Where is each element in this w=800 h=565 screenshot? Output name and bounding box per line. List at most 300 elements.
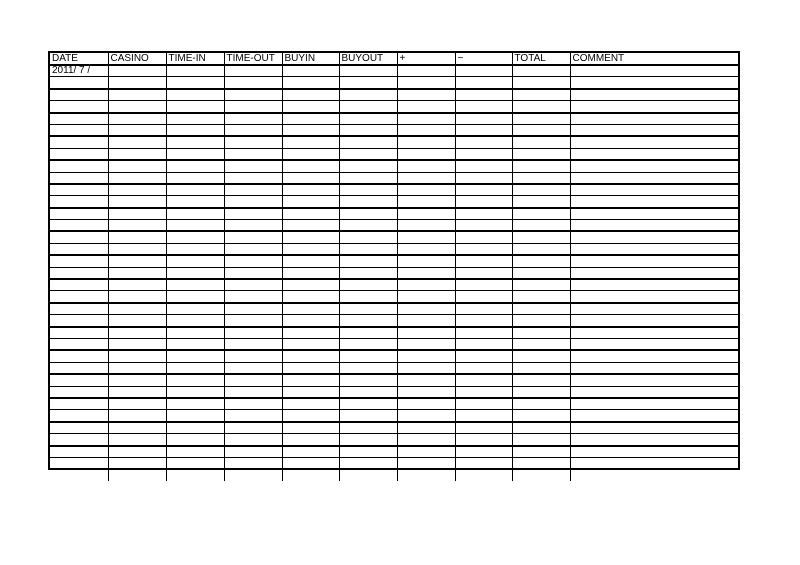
cell-buyout[interactable]: [339, 243, 397, 255]
cell-total[interactable]: [512, 338, 570, 350]
cell-time-in[interactable]: [166, 172, 224, 184]
cell-total[interactable]: [512, 231, 570, 243]
cell-minus[interactable]: [455, 65, 512, 77]
cell-plus[interactable]: [397, 243, 455, 255]
cell-buyin[interactable]: [282, 220, 339, 232]
cell-date[interactable]: [50, 77, 108, 89]
cell-plus[interactable]: [397, 196, 455, 208]
cell-total[interactable]: [512, 267, 570, 279]
cell-time-out[interactable]: [224, 231, 282, 243]
cell-comment[interactable]: [570, 469, 738, 480]
cell-time-out[interactable]: [224, 184, 282, 196]
cell-plus[interactable]: [397, 136, 455, 148]
cell-plus[interactable]: [397, 77, 455, 89]
cell-comment[interactable]: [570, 279, 738, 291]
cell-buyout[interactable]: [339, 362, 397, 374]
cell-buyin[interactable]: [282, 255, 339, 267]
cell-time-in[interactable]: [166, 243, 224, 255]
cell-time-in[interactable]: [166, 338, 224, 350]
cell-buyin[interactable]: [282, 374, 339, 386]
cell-buyout[interactable]: [339, 434, 397, 446]
cell-total[interactable]: [512, 148, 570, 160]
cell-minus[interactable]: [455, 89, 512, 101]
cell-time-in[interactable]: [166, 208, 224, 220]
cell-buyout[interactable]: [339, 160, 397, 172]
cell-buyout[interactable]: [339, 231, 397, 243]
cell-time-in[interactable]: [166, 315, 224, 327]
cell-time-out[interactable]: [224, 291, 282, 303]
cell-total[interactable]: [512, 303, 570, 315]
cell-buyin[interactable]: [282, 124, 339, 136]
cell-buyout[interactable]: [339, 208, 397, 220]
cell-plus[interactable]: [397, 101, 455, 113]
cell-total[interactable]: [512, 457, 570, 469]
cell-total[interactable]: [512, 101, 570, 113]
cell-casino[interactable]: [108, 315, 166, 327]
cell-date[interactable]: [50, 231, 108, 243]
cell-time-in[interactable]: [166, 398, 224, 410]
cell-plus[interactable]: [397, 410, 455, 422]
cell-time-out[interactable]: [224, 77, 282, 89]
cell-total[interactable]: [512, 220, 570, 232]
cell-total[interactable]: [512, 77, 570, 89]
cell-buyout[interactable]: [339, 279, 397, 291]
cell-buyout[interactable]: [339, 398, 397, 410]
cell-minus[interactable]: [455, 291, 512, 303]
cell-time-out[interactable]: [224, 315, 282, 327]
cell-casino[interactable]: [108, 208, 166, 220]
cell-casino[interactable]: [108, 196, 166, 208]
cell-time-in[interactable]: [166, 160, 224, 172]
cell-plus[interactable]: [397, 338, 455, 350]
cell-buyin[interactable]: [282, 362, 339, 374]
cell-time-in[interactable]: [166, 410, 224, 422]
cell-total[interactable]: [512, 255, 570, 267]
cell-buyin[interactable]: [282, 315, 339, 327]
cell-minus[interactable]: [455, 327, 512, 339]
cell-date[interactable]: [50, 220, 108, 232]
cell-date[interactable]: [50, 136, 108, 148]
cell-time-out[interactable]: [224, 148, 282, 160]
cell-casino[interactable]: [108, 220, 166, 232]
cell-comment[interactable]: [570, 255, 738, 267]
cell-total[interactable]: [512, 196, 570, 208]
cell-buyout[interactable]: [339, 124, 397, 136]
cell-comment[interactable]: [570, 136, 738, 148]
cell-time-out[interactable]: [224, 362, 282, 374]
cell-buyin[interactable]: [282, 243, 339, 255]
cell-total[interactable]: [512, 89, 570, 101]
cell-minus[interactable]: [455, 208, 512, 220]
cell-buyout[interactable]: [339, 457, 397, 469]
cell-date[interactable]: [50, 398, 108, 410]
cell-time-in[interactable]: [166, 196, 224, 208]
cell-total[interactable]: [512, 446, 570, 458]
cell-minus[interactable]: [455, 124, 512, 136]
cell-minus[interactable]: [455, 77, 512, 89]
cell-comment[interactable]: [570, 220, 738, 232]
cell-time-in[interactable]: [166, 469, 224, 480]
cell-time-in[interactable]: [166, 101, 224, 113]
cell-plus[interactable]: [397, 386, 455, 398]
cell-total[interactable]: [512, 386, 570, 398]
cell-time-out[interactable]: [224, 267, 282, 279]
cell-total[interactable]: [512, 172, 570, 184]
cell-minus[interactable]: [455, 362, 512, 374]
cell-casino[interactable]: [108, 434, 166, 446]
cell-plus[interactable]: [397, 315, 455, 327]
cell-comment[interactable]: [570, 362, 738, 374]
cell-minus[interactable]: [455, 303, 512, 315]
cell-plus[interactable]: [397, 255, 455, 267]
cell-casino[interactable]: [108, 77, 166, 89]
cell-buyout[interactable]: [339, 136, 397, 148]
cell-buyin[interactable]: [282, 89, 339, 101]
cell-buyin[interactable]: [282, 113, 339, 125]
cell-date[interactable]: [50, 279, 108, 291]
cell-time-out[interactable]: [224, 386, 282, 398]
cell-total[interactable]: [512, 374, 570, 386]
cell-date[interactable]: [50, 291, 108, 303]
cell-plus[interactable]: [397, 303, 455, 315]
cell-comment[interactable]: [570, 338, 738, 350]
cell-minus[interactable]: [455, 196, 512, 208]
cell-plus[interactable]: [397, 148, 455, 160]
cell-plus[interactable]: [397, 457, 455, 469]
cell-comment[interactable]: [570, 457, 738, 469]
cell-total[interactable]: [512, 208, 570, 220]
cell-date[interactable]: [50, 172, 108, 184]
cell-time-out[interactable]: [224, 434, 282, 446]
cell-minus[interactable]: [455, 398, 512, 410]
cell-comment[interactable]: [570, 113, 738, 125]
cell-plus[interactable]: [397, 434, 455, 446]
cell-comment[interactable]: [570, 184, 738, 196]
cell-buyin[interactable]: [282, 279, 339, 291]
cell-plus[interactable]: [397, 208, 455, 220]
cell-casino[interactable]: [108, 136, 166, 148]
cell-total[interactable]: [512, 469, 570, 480]
cell-casino[interactable]: [108, 124, 166, 136]
cell-buyout[interactable]: [339, 77, 397, 89]
cell-time-in[interactable]: [166, 303, 224, 315]
cell-plus[interactable]: [397, 422, 455, 434]
cell-buyin[interactable]: [282, 184, 339, 196]
cell-time-in[interactable]: [166, 231, 224, 243]
cell-date[interactable]: [50, 196, 108, 208]
cell-casino[interactable]: [108, 386, 166, 398]
cell-comment[interactable]: [570, 124, 738, 136]
cell-buyout[interactable]: [339, 327, 397, 339]
cell-minus[interactable]: [455, 160, 512, 172]
cell-plus[interactable]: [397, 160, 455, 172]
cell-buyout[interactable]: [339, 422, 397, 434]
cell-casino[interactable]: [108, 113, 166, 125]
cell-time-out[interactable]: [224, 279, 282, 291]
cell-time-in[interactable]: [166, 89, 224, 101]
cell-date[interactable]: [50, 267, 108, 279]
cell-minus[interactable]: [455, 255, 512, 267]
cell-time-out[interactable]: [224, 136, 282, 148]
cell-time-in[interactable]: [166, 291, 224, 303]
cell-casino[interactable]: [108, 422, 166, 434]
cell-total[interactable]: [512, 327, 570, 339]
cell-total[interactable]: [512, 291, 570, 303]
cell-date[interactable]: [50, 446, 108, 458]
cell-time-in[interactable]: [166, 124, 224, 136]
cell-date[interactable]: [50, 113, 108, 125]
cell-buyout[interactable]: [339, 469, 397, 480]
cell-minus[interactable]: [455, 434, 512, 446]
cell-comment[interactable]: [570, 410, 738, 422]
cell-time-in[interactable]: [166, 65, 224, 77]
cell-time-in[interactable]: [166, 327, 224, 339]
cell-time-in[interactable]: [166, 422, 224, 434]
cell-minus[interactable]: [455, 184, 512, 196]
cell-date[interactable]: [50, 350, 108, 362]
cell-buyin[interactable]: [282, 208, 339, 220]
cell-date[interactable]: [50, 101, 108, 113]
cell-time-in[interactable]: [166, 255, 224, 267]
cell-comment[interactable]: [570, 350, 738, 362]
cell-plus[interactable]: [397, 350, 455, 362]
cell-casino[interactable]: [108, 457, 166, 469]
cell-comment[interactable]: [570, 446, 738, 458]
cell-comment[interactable]: [570, 208, 738, 220]
cell-buyin[interactable]: [282, 410, 339, 422]
cell-time-in[interactable]: [166, 77, 224, 89]
cell-plus[interactable]: [397, 231, 455, 243]
cell-minus[interactable]: [455, 172, 512, 184]
cell-buyout[interactable]: [339, 113, 397, 125]
cell-buyin[interactable]: [282, 327, 339, 339]
cell-plus[interactable]: [397, 65, 455, 77]
cell-buyout[interactable]: [339, 89, 397, 101]
cell-total[interactable]: [512, 279, 570, 291]
cell-casino[interactable]: [108, 362, 166, 374]
cell-minus[interactable]: [455, 220, 512, 232]
cell-plus[interactable]: [397, 113, 455, 125]
cell-time-in[interactable]: [166, 350, 224, 362]
cell-buyin[interactable]: [282, 350, 339, 362]
cell-comment[interactable]: [570, 315, 738, 327]
cell-minus[interactable]: [455, 231, 512, 243]
cell-plus[interactable]: [397, 398, 455, 410]
cell-time-out[interactable]: [224, 124, 282, 136]
cell-casino[interactable]: [108, 267, 166, 279]
cell-total[interactable]: [512, 315, 570, 327]
cell-time-out[interactable]: [224, 457, 282, 469]
cell-time-out[interactable]: [224, 113, 282, 125]
cell-comment[interactable]: [570, 291, 738, 303]
cell-date[interactable]: 2011/ 7 /: [50, 65, 108, 77]
cell-minus[interactable]: [455, 410, 512, 422]
cell-time-out[interactable]: [224, 410, 282, 422]
cell-casino[interactable]: [108, 410, 166, 422]
cell-comment[interactable]: [570, 160, 738, 172]
cell-time-in[interactable]: [166, 136, 224, 148]
cell-buyout[interactable]: [339, 196, 397, 208]
cell-total[interactable]: [512, 65, 570, 77]
cell-casino[interactable]: [108, 101, 166, 113]
cell-comment[interactable]: [570, 374, 738, 386]
cell-buyin[interactable]: [282, 291, 339, 303]
cell-date[interactable]: [50, 327, 108, 339]
cell-comment[interactable]: [570, 65, 738, 77]
cell-total[interactable]: [512, 243, 570, 255]
cell-casino[interactable]: [108, 184, 166, 196]
cell-casino[interactable]: [108, 350, 166, 362]
cell-date[interactable]: [50, 160, 108, 172]
cell-comment[interactable]: [570, 267, 738, 279]
cell-plus[interactable]: [397, 374, 455, 386]
cell-time-in[interactable]: [166, 279, 224, 291]
cell-plus[interactable]: [397, 327, 455, 339]
cell-minus[interactable]: [455, 315, 512, 327]
cell-comment[interactable]: [570, 434, 738, 446]
cell-date[interactable]: [50, 434, 108, 446]
cell-casino[interactable]: [108, 446, 166, 458]
cell-time-out[interactable]: [224, 422, 282, 434]
cell-casino[interactable]: [108, 160, 166, 172]
cell-buyout[interactable]: [339, 315, 397, 327]
cell-comment[interactable]: [570, 196, 738, 208]
cell-buyout[interactable]: [339, 446, 397, 458]
cell-buyout[interactable]: [339, 410, 397, 422]
cell-casino[interactable]: [108, 279, 166, 291]
cell-time-out[interactable]: [224, 446, 282, 458]
cell-date[interactable]: [50, 338, 108, 350]
cell-casino[interactable]: [108, 374, 166, 386]
cell-time-in[interactable]: [166, 362, 224, 374]
cell-casino[interactable]: [108, 172, 166, 184]
cell-buyin[interactable]: [282, 148, 339, 160]
cell-time-out[interactable]: [224, 243, 282, 255]
cell-plus[interactable]: [397, 446, 455, 458]
cell-time-out[interactable]: [224, 338, 282, 350]
cell-minus[interactable]: [455, 386, 512, 398]
cell-minus[interactable]: [455, 113, 512, 125]
cell-time-out[interactable]: [224, 101, 282, 113]
cell-total[interactable]: [512, 410, 570, 422]
cell-total[interactable]: [512, 124, 570, 136]
cell-time-in[interactable]: [166, 434, 224, 446]
cell-time-in[interactable]: [166, 386, 224, 398]
cell-time-in[interactable]: [166, 184, 224, 196]
cell-plus[interactable]: [397, 89, 455, 101]
cell-buyout[interactable]: [339, 101, 397, 113]
cell-buyin[interactable]: [282, 196, 339, 208]
cell-date[interactable]: [50, 124, 108, 136]
cell-buyout[interactable]: [339, 374, 397, 386]
cell-time-out[interactable]: [224, 469, 282, 480]
cell-total[interactable]: [512, 184, 570, 196]
cell-comment[interactable]: [570, 422, 738, 434]
cell-comment[interactable]: [570, 89, 738, 101]
cell-time-out[interactable]: [224, 374, 282, 386]
cell-comment[interactable]: [570, 231, 738, 243]
cell-date[interactable]: [50, 422, 108, 434]
cell-comment[interactable]: [570, 327, 738, 339]
cell-buyout[interactable]: [339, 386, 397, 398]
cell-time-out[interactable]: [224, 220, 282, 232]
cell-date[interactable]: [50, 243, 108, 255]
cell-date[interactable]: [50, 410, 108, 422]
cell-minus[interactable]: [455, 446, 512, 458]
cell-plus[interactable]: [397, 279, 455, 291]
cell-plus[interactable]: [397, 184, 455, 196]
cell-minus[interactable]: [455, 279, 512, 291]
cell-minus[interactable]: [455, 350, 512, 362]
cell-buyin[interactable]: [282, 338, 339, 350]
cell-minus[interactable]: [455, 243, 512, 255]
cell-total[interactable]: [512, 113, 570, 125]
cell-time-in[interactable]: [166, 220, 224, 232]
cell-buyin[interactable]: [282, 303, 339, 315]
cell-buyout[interactable]: [339, 220, 397, 232]
cell-buyout[interactable]: [339, 291, 397, 303]
cell-time-in[interactable]: [166, 457, 224, 469]
cell-time-out[interactable]: [224, 65, 282, 77]
cell-casino[interactable]: [108, 243, 166, 255]
cell-buyin[interactable]: [282, 160, 339, 172]
cell-plus[interactable]: [397, 267, 455, 279]
cell-minus[interactable]: [455, 422, 512, 434]
cell-minus[interactable]: [455, 136, 512, 148]
cell-casino[interactable]: [108, 303, 166, 315]
cell-casino[interactable]: [108, 327, 166, 339]
cell-total[interactable]: [512, 160, 570, 172]
cell-comment[interactable]: [570, 243, 738, 255]
cell-date[interactable]: [50, 255, 108, 267]
cell-time-out[interactable]: [224, 89, 282, 101]
cell-buyin[interactable]: [282, 231, 339, 243]
cell-time-out[interactable]: [224, 208, 282, 220]
cell-date[interactable]: [50, 184, 108, 196]
cell-casino[interactable]: [108, 89, 166, 101]
cell-buyout[interactable]: [339, 267, 397, 279]
cell-casino[interactable]: [108, 398, 166, 410]
cell-time-out[interactable]: [224, 327, 282, 339]
cell-plus[interactable]: [397, 124, 455, 136]
cell-time-out[interactable]: [224, 255, 282, 267]
cell-time-in[interactable]: [166, 113, 224, 125]
cell-time-in[interactable]: [166, 446, 224, 458]
cell-time-out[interactable]: [224, 398, 282, 410]
cell-buyin[interactable]: [282, 398, 339, 410]
cell-buyout[interactable]: [339, 148, 397, 160]
cell-buyin[interactable]: [282, 457, 339, 469]
cell-date[interactable]: [50, 469, 108, 480]
cell-buyin[interactable]: [282, 434, 339, 446]
cell-buyin[interactable]: [282, 136, 339, 148]
cell-buyin[interactable]: [282, 422, 339, 434]
cell-casino[interactable]: [108, 291, 166, 303]
cell-plus[interactable]: [397, 220, 455, 232]
cell-minus[interactable]: [455, 338, 512, 350]
cell-comment[interactable]: [570, 398, 738, 410]
cell-comment[interactable]: [570, 148, 738, 160]
cell-date[interactable]: [50, 303, 108, 315]
cell-time-out[interactable]: [224, 303, 282, 315]
cell-buyin[interactable]: [282, 469, 339, 480]
cell-date[interactable]: [50, 89, 108, 101]
cell-total[interactable]: [512, 350, 570, 362]
cell-buyin[interactable]: [282, 267, 339, 279]
cell-minus[interactable]: [455, 469, 512, 480]
cell-time-out[interactable]: [224, 196, 282, 208]
cell-date[interactable]: [50, 386, 108, 398]
